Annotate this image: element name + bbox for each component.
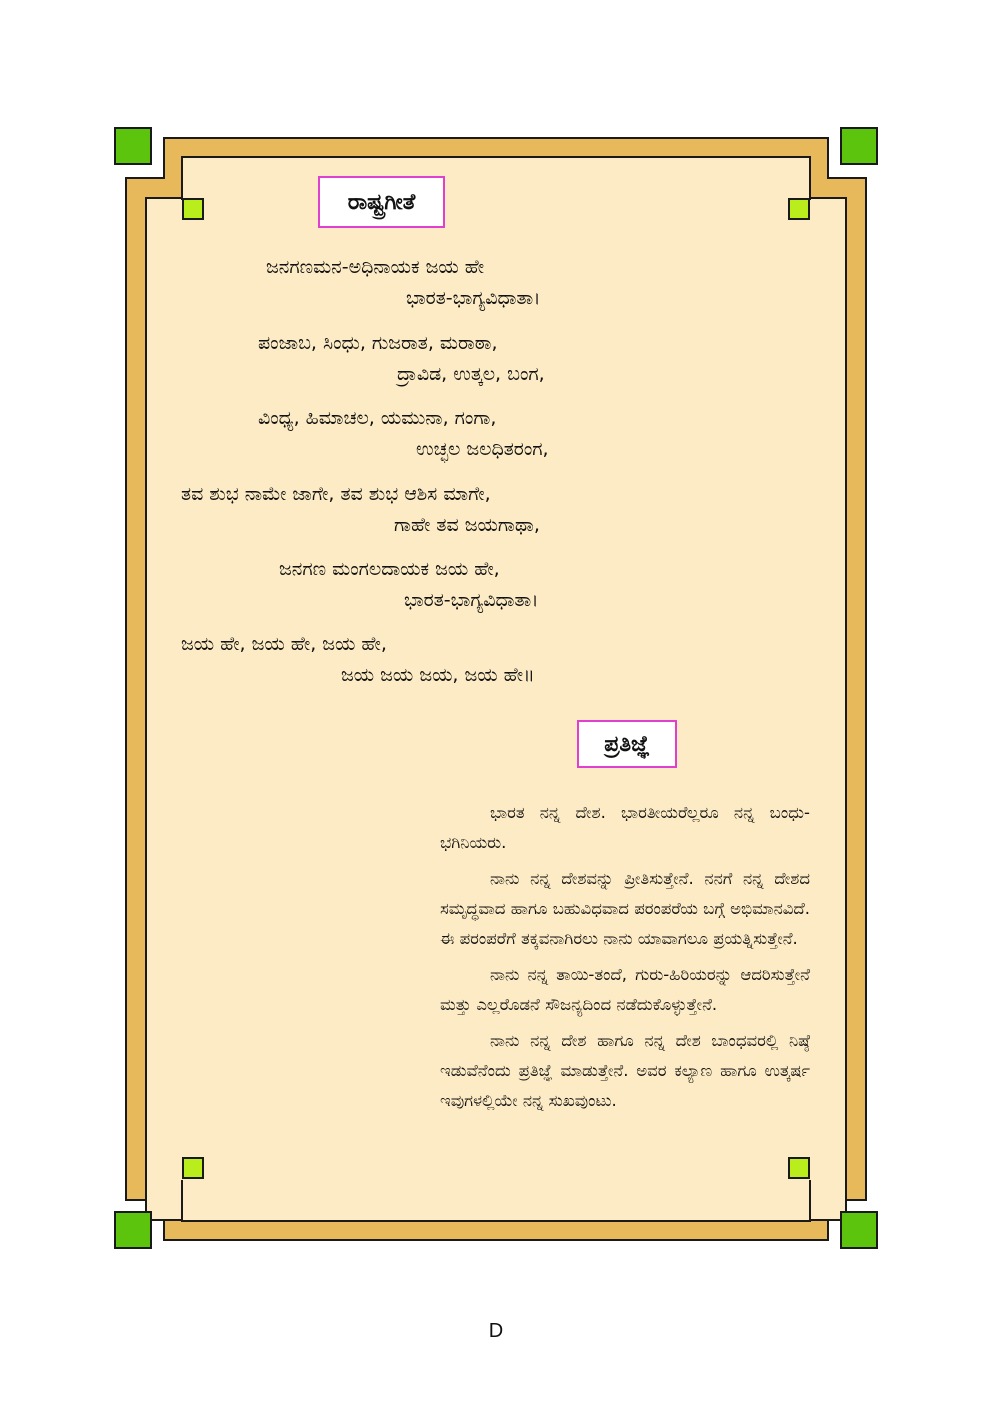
corner-square-top-right xyxy=(840,127,878,165)
anthem-title: ರಾಷ್ಟ್ರಗೀತೆ xyxy=(318,176,445,228)
pledge-paragraph-4: ನಾನು ನನ್ನ ದೇಶ ಹಾಗೂ ನನ್ನ ದೇಶ ಬಾಂಧವರಲ್ಲಿ ನಿಷ್ಠೆ ಇಡುವೆನೆಂದು ಪ್ರತಿಜ್ಞೆ ಮಾಡುತ್ತೇನೆ. ಅವರ ಕಲ್ಯಾಣ ಹಾಗೂ ಉತ್ಕರ್ಷ ಇವುಗಳಲ್ಲಿಯೇ ನನ್ನ ಸುಖವುಂಟು. xyxy=(440,1031,810,1110)
inner-square-top-left xyxy=(182,198,204,220)
panel-top-notch xyxy=(183,158,809,202)
anthem-line-9: ಜನಗಣ ಮಂಗಲದಾಯಕ ಜಯ ಹೇ, xyxy=(279,558,500,580)
pledge-paragraph-2: ನಾನು ನನ್ನ ದೇಶವನ್ನು ಪ್ರೀತಿಸುತ್ತೇನೆ. ನನಗೆ ನನ್ನ ದೇಶದ ಸಮೃದ್ಧವಾದ ಹಾಗೂ ಬಹುವಿಧವಾದ ಪರಂಪರೆಯ ಬಗ್ಗೆ ಅಭಿಮಾನವಿದೆ. ಈ ಪರಂಪರೆಗೆ ತಕ್ಕವನಾಗಿರಲು ನಾನು ಯಾವಾಗಲೂ ಪ್ರಯತ್ನಿಸುತ್ತೇನೆ. xyxy=(440,869,810,948)
anthem-line-4: ದ್ರಾವಿಡ, ಉತ್ಕಲ, ಬಂಗ, xyxy=(397,363,545,385)
anthem-line-8: ಗಾಹೇ ತವ ಜಯಗಾಥಾ, xyxy=(394,514,540,536)
anthem-line-2: ಭಾರತ-ಭಾಗ್ಯವಿಧಾತಾ। xyxy=(406,287,541,309)
anthem-line-7: ತವ ಶುಭ ನಾಮೇ ಜಾಗೇ, ತವ ಶುಭ ಆಶಿಸ ಮಾಗೇ, xyxy=(181,483,491,505)
inner-square-bottom-right xyxy=(788,1157,810,1179)
anthem-line-11: ಜಯ ಹೇ, ಜಯ ಹೇ, ಜಯ ಹೇ, xyxy=(181,633,387,655)
pledge-paragraph-3: ನಾನು ನನ್ನ ತಾಯಿ-ತಂದೆ, ಗುರು-ಹಿರಿಯರನ್ನು ಆದರಿಸುತ್ತೇನೆ ಮತ್ತು ಎಲ್ಲರೊಡನೆ ಸೌಜನ್ಯದಿಂದ ನಡೆದುಕೊಳ್ಳುತ್ತೇನೆ. xyxy=(440,965,810,1014)
anthem-line-1: ಜನಗಣಮನ-ಅಧಿನಾಯಕ ಜಯ ಹೇ xyxy=(266,256,485,278)
pledge-text xyxy=(440,798,810,1122)
anthem-line-3: ಪಂಜಾಬ, ಸಿಂಧು, ಗುಜರಾತ, ಮರಾಠಾ, xyxy=(258,332,498,354)
corner-square-bottom-right xyxy=(840,1211,878,1249)
anthem-line-10: ಭಾರತ-ಭಾಗ್ಯವಿಧಾತಾ। xyxy=(404,589,539,611)
page-number: D xyxy=(488,1320,504,1342)
inner-square-top-right xyxy=(788,198,810,220)
inner-square-bottom-left xyxy=(182,1157,204,1179)
corner-square-top-left xyxy=(114,127,152,165)
pledge-paragraph-1: ಭಾರತ ನನ್ನ ದೇಶ. ಭಾರತೀಯರೆಲ್ಲರೂ ನನ್ನ ಬಂಧು-ಭಗಿನಿಯರು. xyxy=(440,803,810,852)
pledge-title: ಪ್ರತಿಜ್ಞೆ xyxy=(577,720,677,768)
corner-square-bottom-left xyxy=(114,1211,152,1249)
anthem-line-6: ಉಚ್ಛಲ ಜಲಧಿತರಂಗ, xyxy=(416,438,549,460)
panel-bottom-notch xyxy=(183,1176,809,1220)
anthem-line-5: ವಿಂಧ್ಯ, ಹಿಮಾಚಲ, ಯಮುನಾ, ಗಂಗಾ, xyxy=(258,407,497,429)
anthem-line-12: ಜಯ ಜಯ ಜಯ, ಜಯ ಹೇ॥ xyxy=(341,664,535,686)
